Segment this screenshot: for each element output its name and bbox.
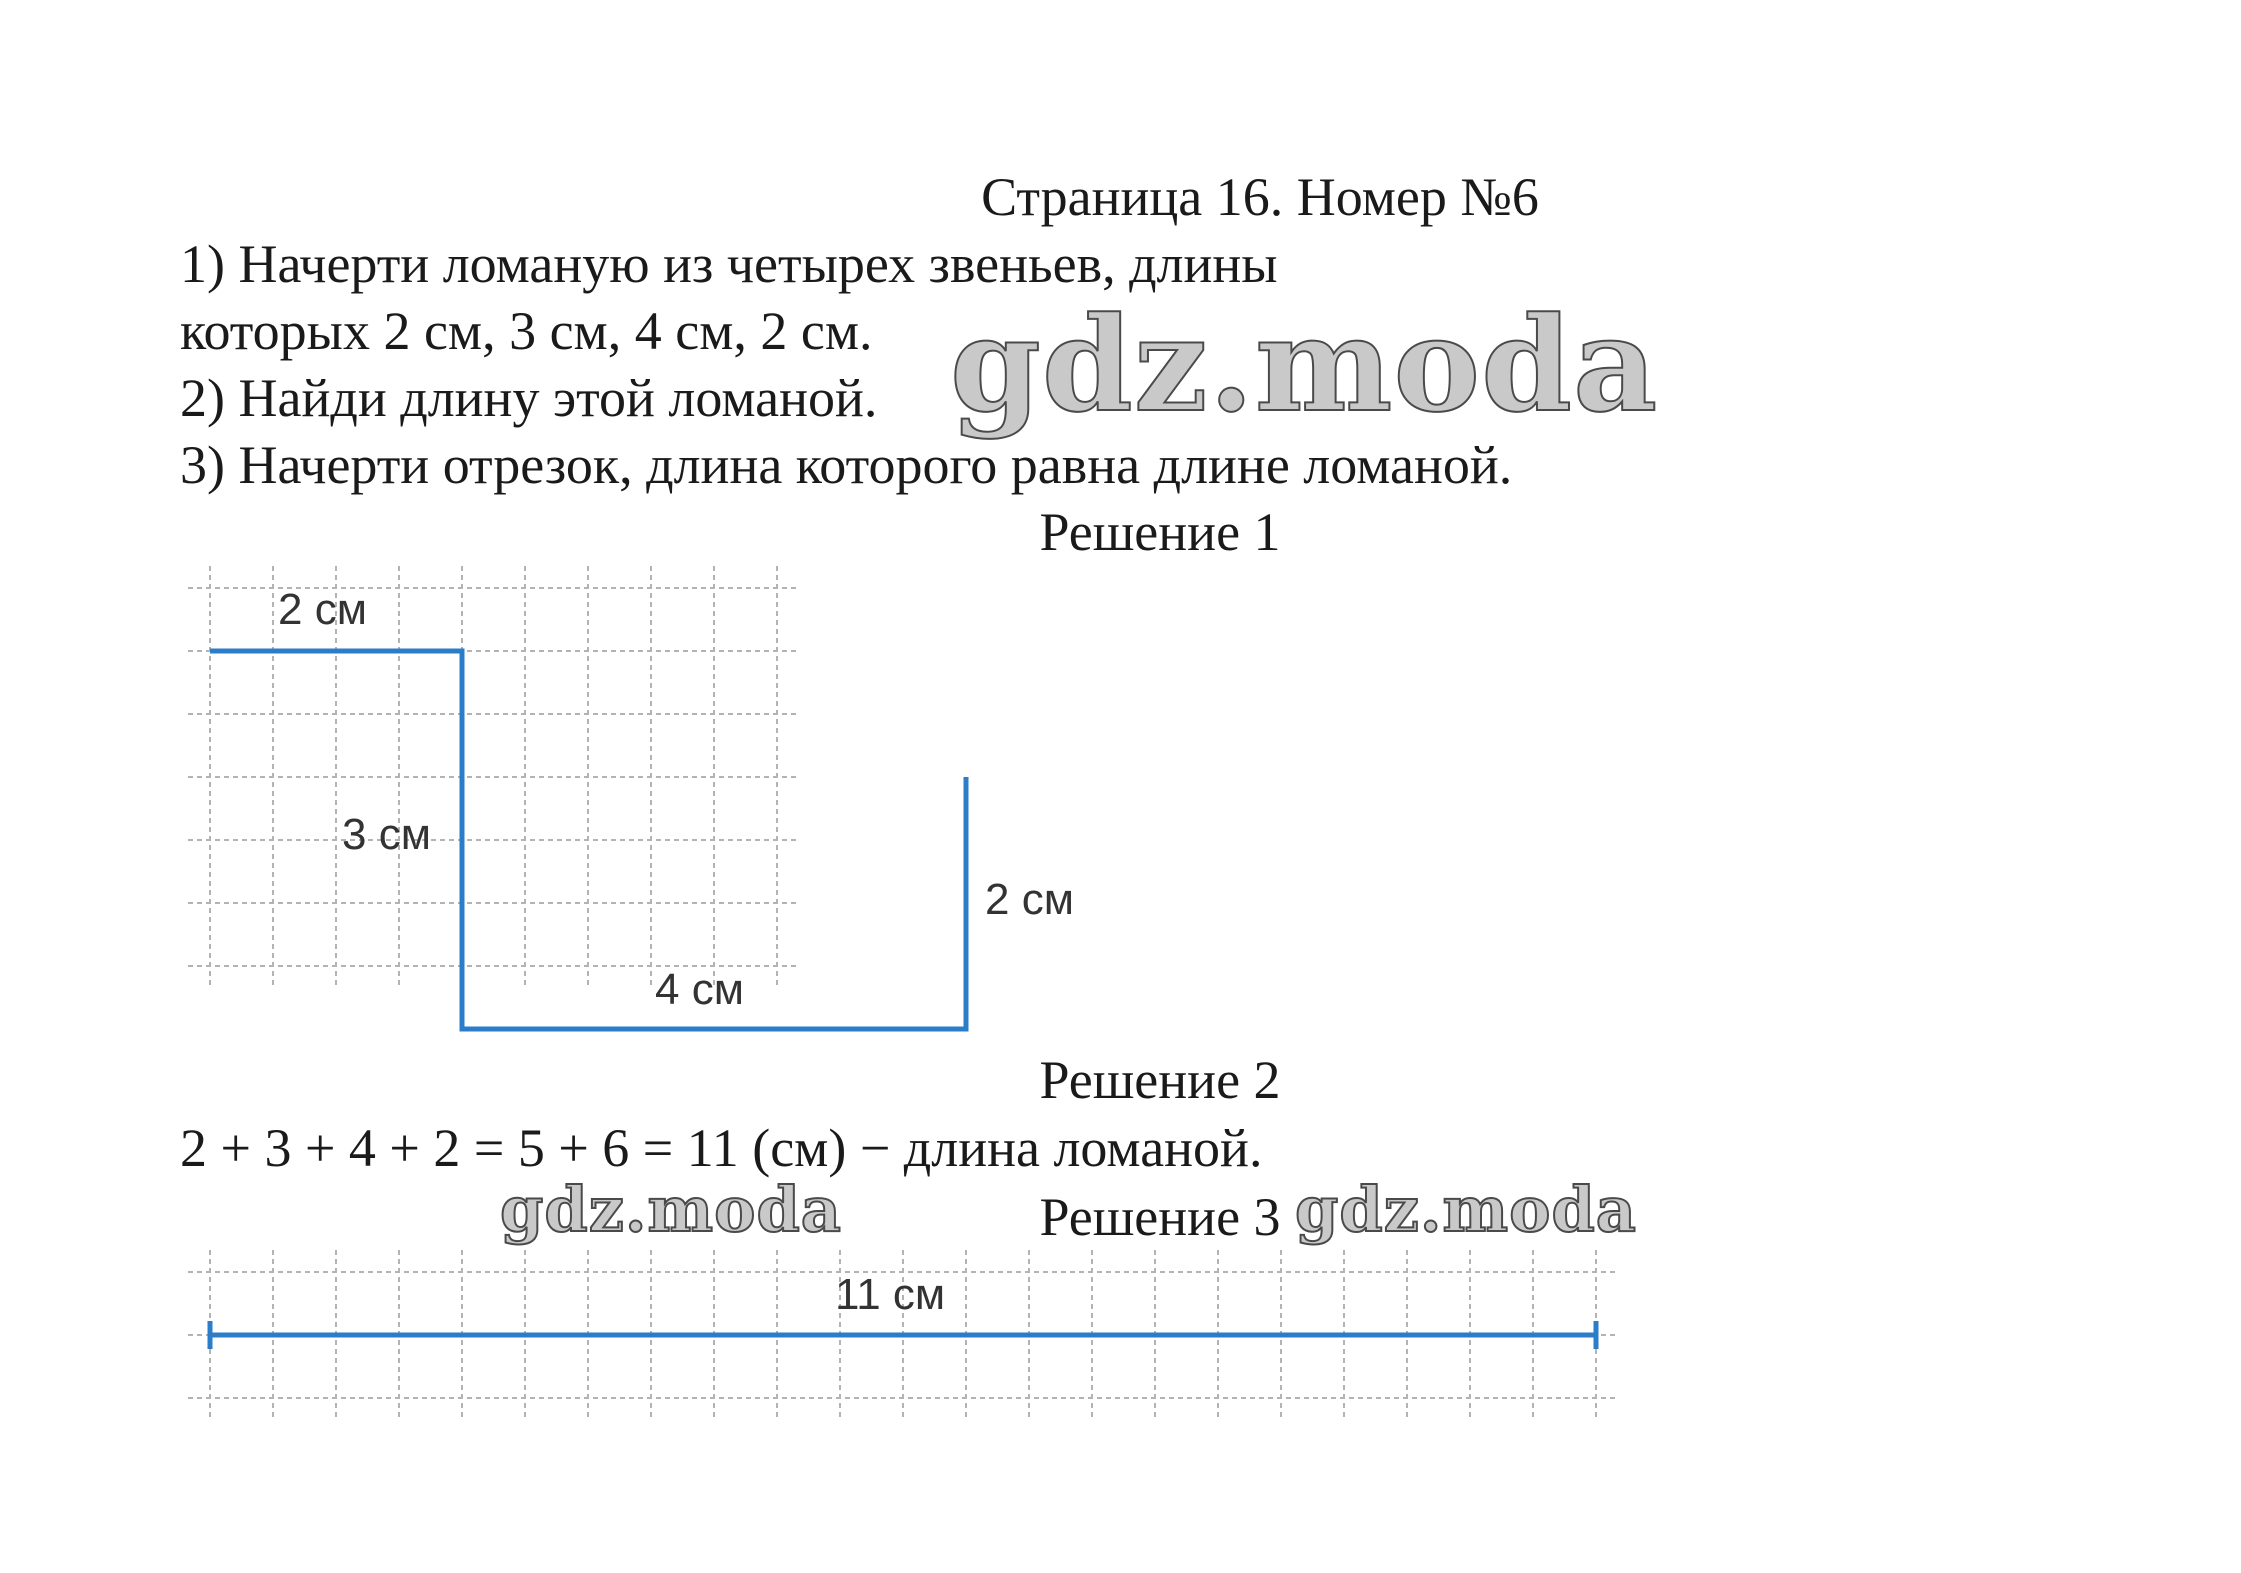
segment-label-1: 2 см xyxy=(278,585,367,634)
solution2-heading: Решение 2 xyxy=(1039,1050,1281,1110)
segment-label-3: 4 см xyxy=(655,965,744,1014)
solution1-heading: Решение 1 xyxy=(1039,502,1281,562)
task-line-4: 3) Начерти отрезок, длина которого равна длине ломаной. xyxy=(180,435,1513,495)
result-segment-label: 11 см xyxy=(835,1270,946,1319)
task-line-2: которых 2 см, 3 см, 4 см, 2 см. xyxy=(180,301,873,361)
segment-label-4: 2 см xyxy=(985,875,1074,924)
task-line-3: 2) Найди длину этой ломаной. xyxy=(180,368,878,428)
watermark-small-right: gdz.moda xyxy=(1295,1173,1637,1246)
page-title: Страница 16. Номер №6 xyxy=(981,167,1539,227)
solution2-text: 2 + 3 + 4 + 2 = 5 + 6 = 11 (см) − длина ломаной. xyxy=(180,1118,1263,1178)
task-line-1: 1) Начерти ломаную из четырех звеньев, длины xyxy=(180,234,1278,294)
solution3-heading: Решение 3 xyxy=(1039,1187,1281,1247)
watermark-small-left: gdz.moda xyxy=(500,1173,842,1246)
segment-label-2: 3 см xyxy=(342,810,431,859)
watermark-large: gdz.moda xyxy=(950,288,1659,441)
